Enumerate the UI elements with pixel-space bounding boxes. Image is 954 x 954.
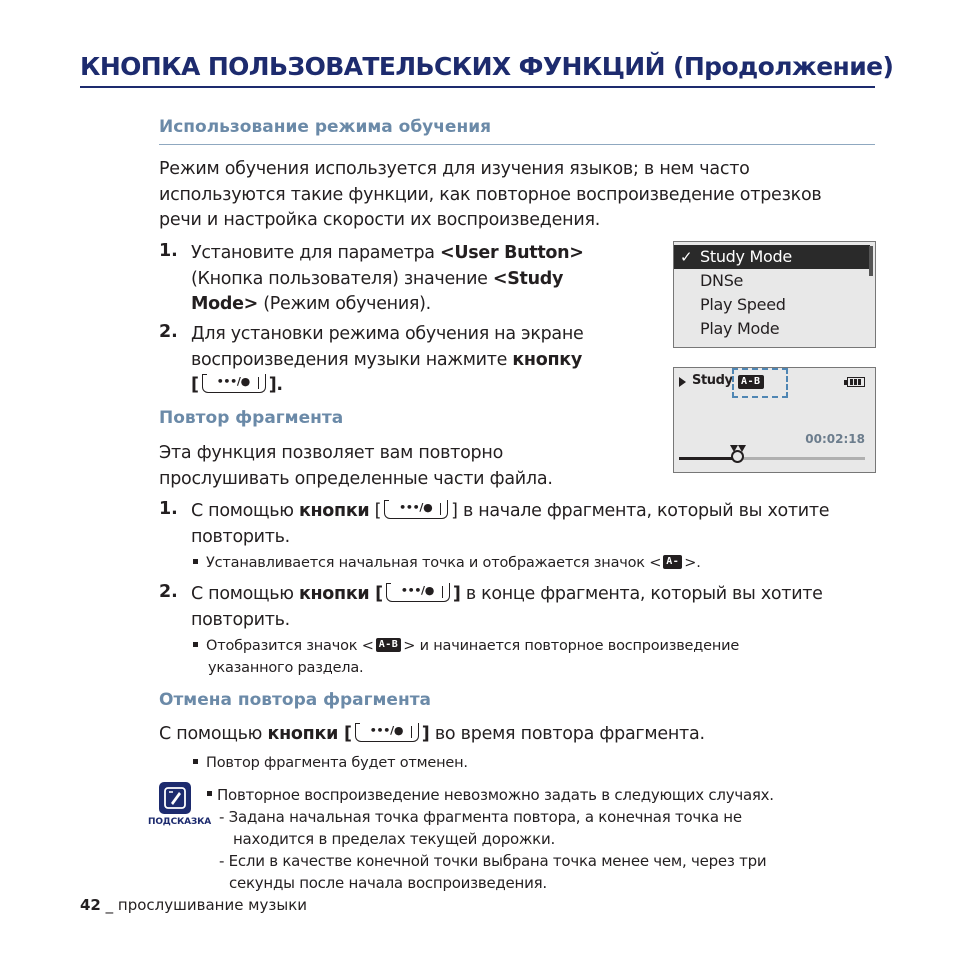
tip-line: секунды после начала воспроизведения.	[229, 874, 547, 892]
study-step-1: Установите для параметра <User Button> (Кнопка пользователя) значение <Study Mode> (Режим обучения).	[191, 243, 584, 314]
a-point-icon: A-	[663, 555, 682, 569]
study-step-2: Для установки режима обучения на экране воспроизведения музыки нажмите кнопку	[191, 324, 584, 370]
user-button-icon: •••/●	[202, 374, 266, 393]
user-button-icon: •••/●	[355, 723, 419, 742]
section-heading-repeat: Повтор фрагмента	[159, 408, 344, 428]
scrollbar	[869, 246, 873, 276]
pencil-note-icon	[159, 782, 191, 814]
page-title: КНОПКА ПОЛЬЗОВАТЕЛЬСКИХ ФУНКЦИЙ (Продолжение)	[80, 52, 894, 81]
footer-text: _ прослушивание музыки	[100, 896, 308, 914]
repeat-intro: Эта функция позволяет вам повторно прослушивать определенные части файла.	[159, 443, 553, 489]
tip-line: - Задана начальная точка фрагмента повтора, а конечная точка не	[219, 808, 742, 826]
study-intro: Режим обучения используется для изучения языков; в нем часто используются такие функции, как повторное воспроизведение отрезков речи и настройка скорости их воспроизведения.	[159, 159, 822, 230]
tip-line: находится в пределах текущей дорожки.	[233, 830, 556, 848]
step-number: 2.	[159, 322, 178, 342]
menu-item-dnse[interactable]: DNSe	[700, 271, 744, 290]
progress-knob	[731, 450, 744, 463]
progress-fill	[679, 457, 737, 460]
repeat-step-2: С помощью кнопки [ •••/● ] в конце фрагмента, который вы хотите повторить.	[191, 583, 823, 630]
ab-repeat-icon: A-B	[376, 638, 402, 652]
cancel-bullet: Повтор фрагмента будет отменен.	[193, 752, 468, 774]
section-rule	[159, 144, 875, 145]
title-rule	[80, 86, 875, 88]
step-number: 1.	[159, 499, 178, 519]
progress-bar	[679, 457, 865, 460]
cancel-line: С помощью кнопки [ •••/● ] во время повтора фрагмента.	[159, 723, 705, 744]
page-number: 42	[80, 896, 101, 914]
check-icon: ✓	[680, 248, 693, 266]
page-footer	[80, 896, 307, 914]
section-heading-study-mode: Использование режима обучения	[159, 117, 492, 137]
play-icon	[679, 377, 686, 387]
ab-repeat-icon: A-B	[738, 375, 764, 389]
step-number: 1.	[159, 241, 178, 261]
device-menu-screen	[673, 241, 876, 348]
user-button-icon: •••/●	[384, 500, 448, 519]
study-label: Study	[692, 373, 733, 388]
study-step-2-button: [ •••/● ].	[191, 374, 283, 395]
menu-item-play-mode[interactable]: Play Mode	[700, 319, 780, 338]
elapsed-time: 00:02:18	[805, 432, 865, 446]
tip-label: ПОДСКАЗКА	[148, 817, 212, 827]
repeat-bullet-1: Устанавливается начальная точка и отображается значок < A- >.	[193, 552, 701, 574]
repeat-step-1: С помощью кнопки [ •••/● ] в начале фрагмента, который вы хотите повторить.	[191, 500, 830, 547]
tip-line: Повторное воспроизведение невозможно задать в следующих случаях.	[207, 784, 774, 806]
menu-item-study-mode[interactable]: ✓ Study Mode	[674, 245, 870, 269]
device-play-screen	[673, 367, 876, 473]
tip-line: - Если в качестве конечной точки выбрана точка менее чем, через три	[219, 852, 767, 870]
battery-icon	[847, 377, 865, 387]
section-heading-cancel: Отмена повтора фрагмента	[159, 690, 432, 710]
repeat-bullet-2: Отобразится значок < A-B > и начинается повторное воспроизведение указанного раздела.	[193, 635, 739, 679]
step-number: 2.	[159, 582, 178, 602]
menu-item-play-speed[interactable]: Play Speed	[700, 295, 786, 314]
user-button-icon: •••/●	[386, 583, 450, 602]
